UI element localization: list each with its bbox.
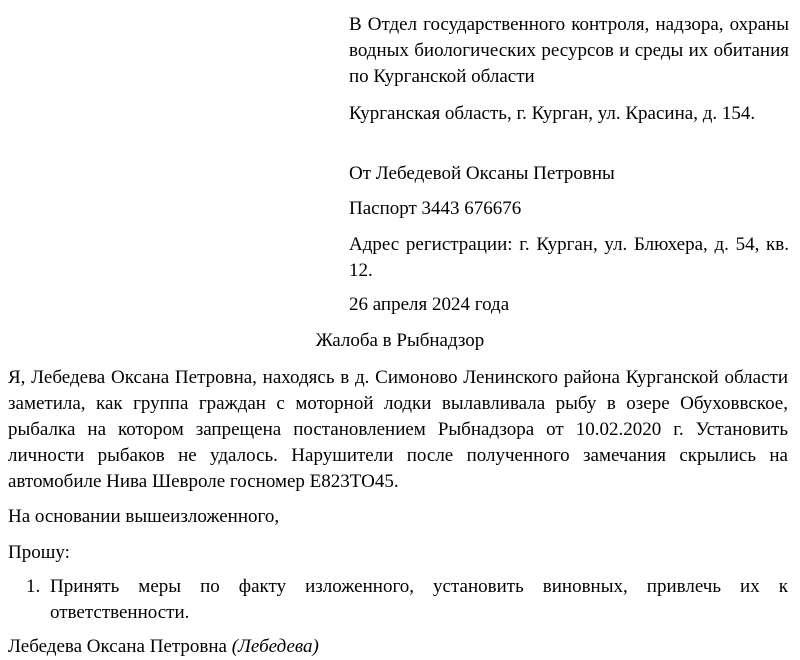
signature-line xyxy=(8,634,319,660)
passport-block xyxy=(349,196,789,222)
addressee-text: В Отдел государственного контроля, надзора, охраны водных биологических ресурсов и среды их обитания по Курганской области xyxy=(349,14,789,87)
request-item-text: Принять меры по факту изложенного, установить виновных, привлечь их к ответственности. xyxy=(50,576,788,623)
request-item-number: 1. xyxy=(26,576,41,597)
signature-name: Лебедева Оксана Петровна xyxy=(8,636,227,657)
sender-text: От Лебедевой Оксаны Петровны xyxy=(349,163,615,184)
handwritten-signature: (Лебедева) xyxy=(231,636,319,657)
registration-block xyxy=(349,232,789,284)
date-block xyxy=(349,292,789,318)
registration-text: Адрес регистрации: г. Курган, ул. Блюхера, д. 54, кв. 12. xyxy=(349,234,789,281)
complaint-body: Я, Лебедева Оксана Петровна, находясь в д. Симоново Ленинского района Курганской области заметила, как группа граждан с моторной лодки вылавливала рыбу в озере Обуховвское, рыбалка на котором запрещена постановлением Рыбнадзора от 10.02.2020 г. Установить личности рыбаков не удалось. Нарушители после полученного замечания скрылись на автомобиле Нива Шевроле госномер Е823ТО45. xyxy=(8,367,788,492)
document-title: Жалоба в Рыбнадзор xyxy=(315,330,485,351)
address-text: Курганская область, г. Курган, ул. Красина, д. 154. xyxy=(349,103,756,124)
request-list xyxy=(26,574,788,626)
address-block xyxy=(349,101,789,127)
sender-block xyxy=(349,161,789,187)
date-text: 26 апреля 2024 года xyxy=(349,294,510,315)
request-item xyxy=(26,574,788,626)
addressee-block xyxy=(349,12,789,90)
basis-text: На основании вышеизложенного, xyxy=(8,506,280,527)
request-label: Прошу: xyxy=(8,542,70,563)
passport-text: Паспорт 3443 676676 xyxy=(349,198,522,219)
